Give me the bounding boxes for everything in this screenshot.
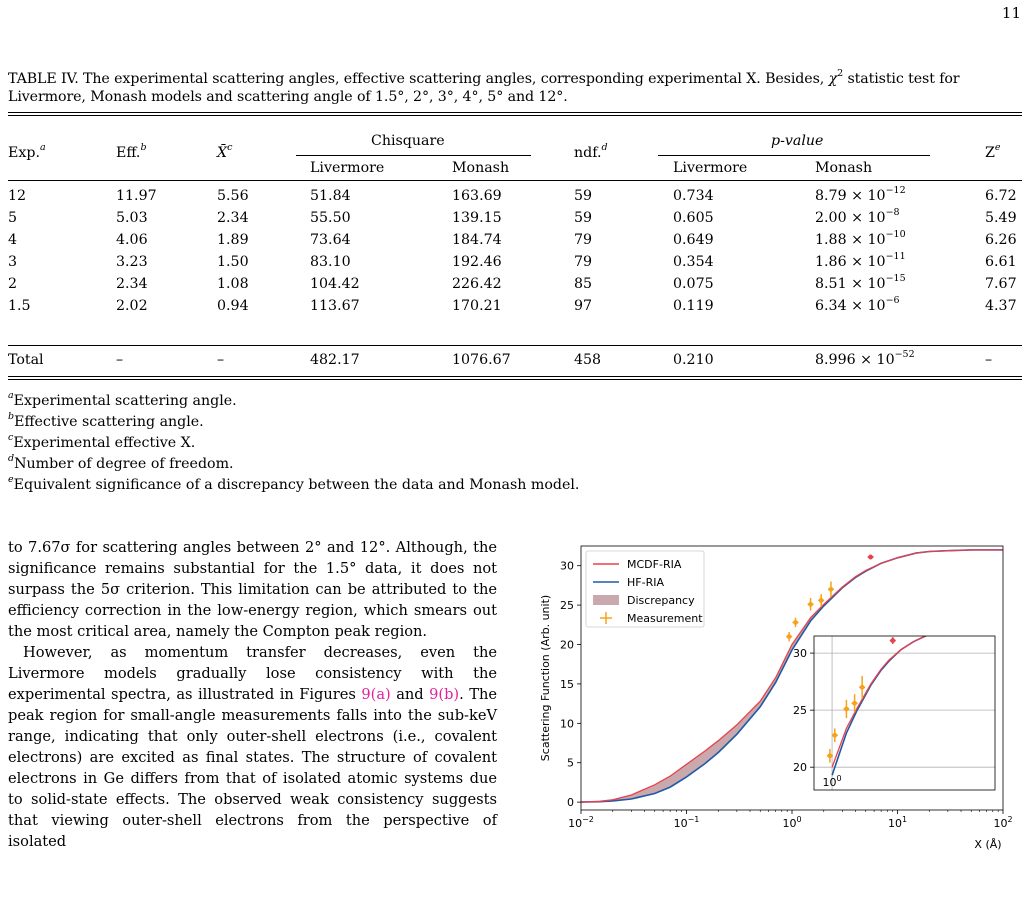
- header-chisquare: Chisquare: [371, 133, 445, 149]
- cell-chi-livermore: 51.84: [310, 188, 351, 204]
- measurement-point: [819, 598, 824, 603]
- inset-measurement-point: [860, 685, 865, 690]
- inset-y-tick-label: 30: [793, 647, 807, 661]
- cell-chi-monash: 226.42: [452, 276, 502, 292]
- cell-z: 5.49: [985, 210, 1017, 226]
- paragraph: However, as momentum transfer decreases, even the Livermore models gradually lose consistency with the experimental spectra, as illustrated in Figures 9(a) and 9(b). The peak region for small-angle measurements falls into the sub-keV range, indicating that only outer-shell electrons (i.e., covalent electrons) are excited as final states. The structure of covalent electrons in Ge differs from that of isolated atomic systems due to solid-state effects. The observed weak consistency suggests that viewing outer-shell electrons from the perspective of isolated: [8, 644, 497, 850]
- cell-xbar: 2.34: [217, 210, 249, 226]
- inset-measurement-point: [890, 638, 895, 643]
- cell-eff: 4.06: [116, 232, 148, 248]
- y-tick-label: 5: [567, 756, 574, 770]
- cell-z: 6.61: [985, 254, 1017, 270]
- footnote: $^e$Equivalent significance of a discrepancy between the data and Monash model.: [8, 474, 580, 493]
- cell-z: –: [985, 352, 993, 368]
- legend: [586, 551, 704, 627]
- cell-p-monash: $1.86 \times 10^{-11}$: [815, 251, 906, 270]
- footnote: $^a$Experimental scattering angle.: [8, 390, 237, 409]
- cell-chi-monash: 184.74: [452, 232, 502, 248]
- measurement-point: [793, 620, 798, 625]
- table-top-rule-2: [8, 115, 1022, 116]
- cell-z: 4.37: [985, 298, 1017, 314]
- cell-exp: 3: [8, 254, 18, 270]
- header-xbar: X̄$^c$: [217, 142, 233, 161]
- y-tick-label: 0: [567, 796, 574, 810]
- cell-ndf: 79: [574, 232, 593, 248]
- cell-chi-livermore: 55.50: [310, 210, 351, 226]
- cell-eff: 5.03: [116, 210, 148, 226]
- cell-exp: 12: [8, 188, 27, 204]
- cell-p-monash: $1.88 \times 10^{-10}$: [815, 229, 906, 248]
- cell-chi-livermore: 104.42: [310, 276, 360, 292]
- x-tick-label: $10^1$: [887, 815, 908, 830]
- cell-p-monash: $6.34 \times 10^{-6}$: [815, 295, 900, 314]
- inset-plot: [793, 630, 995, 790]
- header-chi-monash: Monash: [452, 160, 510, 176]
- header-ndf: ndf.$^d$: [574, 142, 608, 161]
- cell-eff: –: [116, 352, 124, 368]
- legend-measurement-label: Measurement: [627, 612, 703, 625]
- footnote: $^b$Effective scattering angle.: [8, 411, 204, 430]
- y-tick-label: 20: [560, 638, 574, 652]
- y-tick-label: 15: [560, 677, 574, 691]
- total-rule: [8, 345, 1022, 346]
- cell-ndf: 85: [574, 276, 593, 292]
- x-tick-label: $10^{-2}$: [568, 815, 594, 830]
- table-caption: TABLE IV. The experimental scattering angles, effective scattering angles, corresponding experimental X. Besides, $\chi^2$ statistic test for Livermore, Monash models and scattering angle of 1.5°, 2°, 3°, 4°, 5° and 12°.: [8, 68, 960, 105]
- figure-ref-9b[interactable]: 9(b): [429, 686, 460, 703]
- measurement-point: [868, 555, 873, 560]
- measurement-point: [829, 587, 834, 592]
- cell-chi-monash: 1076.67: [452, 352, 511, 368]
- header-p-monash: Monash: [815, 160, 873, 176]
- cell-eff: 3.23: [116, 254, 148, 270]
- inset-measurement-point: [852, 701, 857, 706]
- cell-exp: Total: [8, 352, 44, 368]
- cell-exp: 5: [8, 210, 18, 226]
- footnote: $^c$Experimental effective X.: [8, 432, 196, 451]
- x-tick-label: $10^0$: [782, 815, 802, 830]
- inset-measurement-point: [844, 707, 849, 712]
- table-bottom-rule-2: [8, 379, 1022, 380]
- chisquare-rule: [296, 155, 531, 156]
- header-exp: Exp.$^a$: [8, 142, 46, 161]
- cell-p-monash: $8.996 \times 10^{-52}$: [815, 349, 915, 368]
- cell-eff: 11.97: [116, 188, 157, 204]
- cell-p-livermore: 0.075: [673, 276, 714, 292]
- inset-y-tick-label: 20: [793, 761, 807, 775]
- footnote: $^d$Number of degree of freedom.: [8, 453, 234, 472]
- cell-p-livermore: 0.119: [673, 298, 714, 314]
- cell-z: 6.72: [985, 188, 1017, 204]
- cell-ndf: 97: [574, 298, 593, 314]
- cell-p-monash: $8.79 \times 10^{-12}$: [815, 185, 906, 204]
- cell-eff: 2.02: [116, 298, 148, 314]
- figure-ref-9a[interactable]: 9(a): [361, 686, 391, 703]
- table-top-rule: [8, 112, 1022, 113]
- inset-y-tick-label: 25: [793, 704, 807, 718]
- cell-chi-monash: 163.69: [452, 188, 502, 204]
- cell-xbar: 5.56: [217, 188, 249, 204]
- cell-xbar: 1.89: [217, 232, 249, 248]
- cell-ndf: 59: [574, 188, 593, 204]
- cell-exp: 2: [8, 276, 18, 292]
- cell-p-livermore: 0.734: [673, 188, 714, 204]
- cell-p-livermore: 0.649: [673, 232, 714, 248]
- y-axis-label: Scattering Function (Arb. unit): [539, 594, 552, 762]
- header-pvalue: p-value: [771, 133, 824, 149]
- cell-chi-livermore: 482.17: [310, 352, 360, 368]
- legend-discrepancy-label: Discrepancy: [627, 594, 695, 607]
- header-chi-livermore: Livermore: [310, 160, 385, 176]
- header-z: $Z^e$: [985, 142, 1001, 161]
- measurement-point: [808, 602, 813, 607]
- x-tick-label: $10^2$: [993, 815, 1013, 830]
- cell-chi-livermore: 73.64: [310, 232, 351, 248]
- cell-chi-monash: 192.46: [452, 254, 502, 270]
- cell-chi-livermore: 83.10: [310, 254, 351, 270]
- header-eff: Eff.$^b$: [116, 142, 147, 161]
- page-number: 11: [1001, 4, 1021, 22]
- cell-chi-livermore: 113.67: [310, 298, 360, 314]
- legend-discrepancy-swatch: [593, 595, 619, 605]
- body-text: [8, 537, 497, 852]
- cell-p-monash: $2.00 \times 10^{-8}$: [815, 207, 900, 226]
- cell-ndf: 59: [574, 210, 593, 226]
- x-axis-label: X (Å): [974, 838, 1002, 851]
- cell-z: 6.26: [985, 232, 1017, 248]
- inset-x-tick-label: $10^0$: [822, 774, 842, 789]
- cell-ndf: 79: [574, 254, 593, 270]
- cell-chi-monash: 170.21: [452, 298, 502, 314]
- y-tick-label: 30: [560, 559, 574, 573]
- inset-measurement-point: [827, 753, 832, 758]
- cell-p-livermore: 0.605: [673, 210, 714, 226]
- cell-p-monash: $8.51 \times 10^{-15}$: [815, 273, 906, 292]
- cell-xbar: 0.94: [217, 298, 249, 314]
- cell-p-livermore: 0.210: [673, 352, 714, 368]
- scattering-function-chart: [533, 538, 1029, 868]
- table-bottom-rule: [8, 376, 1022, 377]
- cell-p-livermore: 0.354: [673, 254, 714, 270]
- scattering-function-figure: [533, 538, 1029, 868]
- legend-hf-label: HF-RIA: [627, 576, 664, 589]
- cell-xbar: 1.08: [217, 276, 249, 292]
- inset-measurement-point: [832, 733, 837, 738]
- cell-xbar: 1.50: [217, 254, 249, 270]
- paragraph: to 7.67σ for scattering angles between 2° and 12°. Although, the significance remains substantial for the 1.5° data, it does not surpass the 5σ criterion. This limitation can be attributed to the efficiency correction in the low-energy region, which smears out the most critical area, namely the Compton peak region.: [8, 539, 497, 640]
- cell-eff: 2.34: [116, 276, 148, 292]
- cell-exp: 1.5: [8, 298, 31, 314]
- header-rule: [8, 180, 1022, 181]
- x-tick-label: $10^{-1}$: [673, 815, 700, 830]
- cell-chi-monash: 139.15: [452, 210, 502, 226]
- y-tick-label: 25: [560, 599, 574, 613]
- measurement-point: [787, 634, 792, 639]
- legend-mcdf-label: MCDF-RIA: [627, 558, 682, 571]
- pvalue-rule: [658, 155, 930, 156]
- cell-exp: 4: [8, 232, 18, 248]
- cell-ndf: 458: [574, 352, 602, 368]
- cell-xbar: –: [217, 352, 225, 368]
- header-p-livermore: Livermore: [673, 160, 748, 176]
- cell-z: 7.67: [985, 276, 1017, 292]
- y-tick-label: 10: [560, 717, 574, 731]
